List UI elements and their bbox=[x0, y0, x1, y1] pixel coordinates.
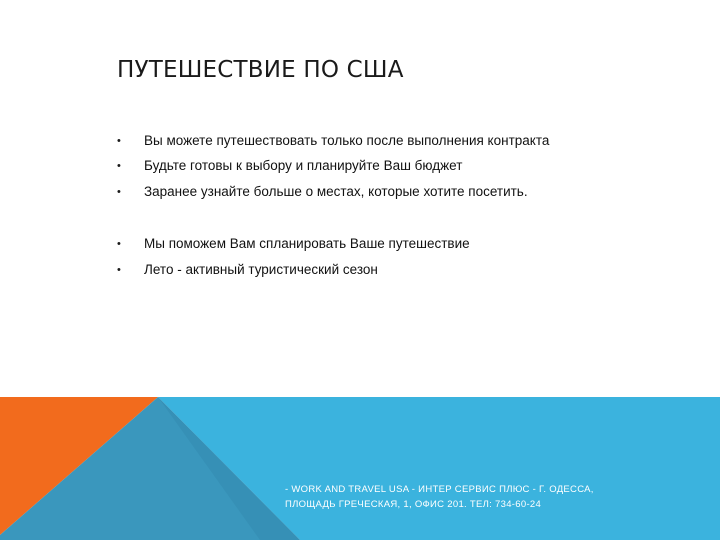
bullet-text: Мы поможем Вам спланировать Ваше путешествие bbox=[144, 236, 470, 251]
bullet-marker: • bbox=[117, 135, 121, 147]
bullet-text: Вы можете путешествовать только после выполнения контракта bbox=[144, 133, 550, 148]
bullet-text: Будьте готовы к выбору и планируйте Ваш бюджет bbox=[144, 158, 463, 173]
bullet-marker: • bbox=[117, 186, 121, 198]
bullet-marker: • bbox=[117, 238, 121, 250]
bullet-marker: • bbox=[117, 160, 121, 172]
footer-contact-info bbox=[285, 482, 705, 512]
bullet-text: Заранее узнайте больше о местах, которые хотите посетить. bbox=[144, 184, 528, 199]
footer-line-1: - WORK AND TRAVEL USA - ИНТЕР СЕРВИС ПЛЮС - Г. ОДЕССА, bbox=[285, 484, 594, 495]
bullet-text: Лето - активный туристический сезон bbox=[144, 262, 378, 277]
slide-title: ПУТЕШЕСТВИЕ ПО США bbox=[117, 57, 404, 83]
footer-line-2: ПЛОЩАДЬ ГРЕЧЕСКАЯ, 1, ОФИС 201. ТЕЛ: 734-60-24 bbox=[285, 499, 542, 510]
bullet-marker: • bbox=[117, 264, 121, 276]
